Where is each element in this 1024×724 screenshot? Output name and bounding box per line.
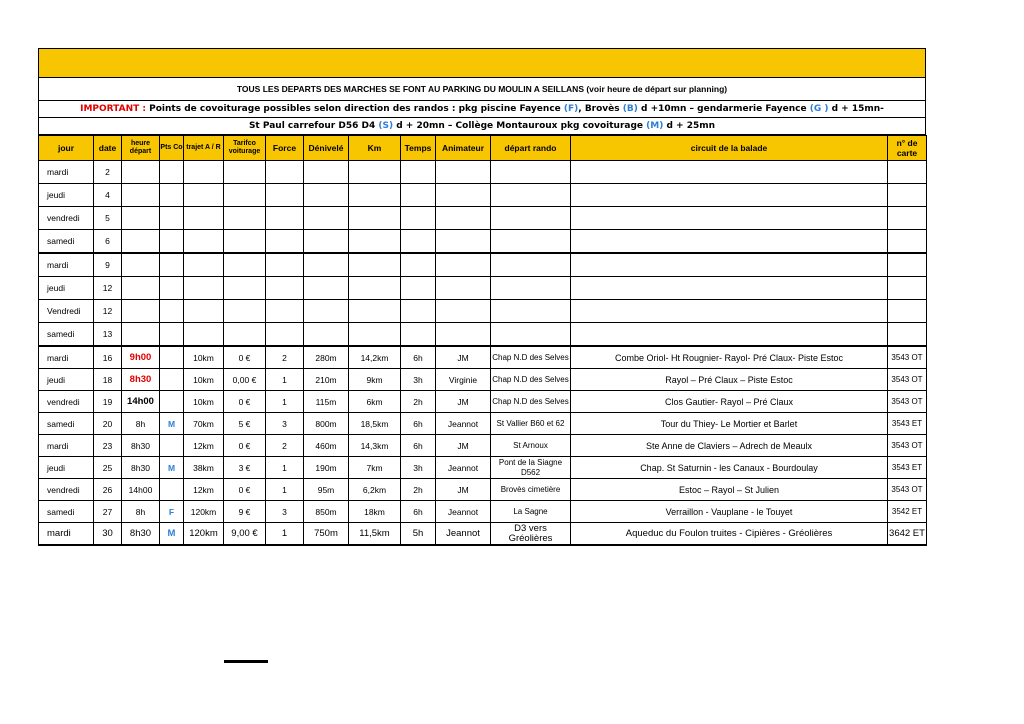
col-trajet: trajet A / R — [184, 136, 224, 161]
cell-deniv: 190m — [304, 457, 349, 479]
cell-tarif — [224, 207, 266, 230]
cell-depart — [491, 230, 571, 254]
cell-carte: 3543 OT — [888, 479, 927, 501]
cell-date: 12 — [94, 300, 122, 323]
cell-carte — [888, 277, 927, 300]
cell-depart: St Vallier B60 et 62 — [491, 413, 571, 435]
col-circuit: circuit de la balade — [571, 136, 888, 161]
cell-deniv — [304, 184, 349, 207]
cell-circuit: Verraillon - Vauplane - le Touyet — [571, 501, 888, 523]
cell-depart: La Sagne — [491, 501, 571, 523]
col-heure: heure départ — [122, 136, 160, 161]
cell-depart: D3 vers Gréolières — [491, 523, 571, 546]
table-body — [39, 161, 927, 546]
cell-date: 27 — [94, 501, 122, 523]
col-carte: n° de carte — [888, 136, 927, 161]
cell-trajet — [184, 300, 224, 323]
important-label: IMPORTANT : — [80, 104, 146, 114]
cell-deniv: 850m — [304, 501, 349, 523]
cell-km: 18,5km — [349, 413, 401, 435]
cell-date: 20 — [94, 413, 122, 435]
cell-jour: jeudi — [39, 184, 94, 207]
cell-anim: Virginie — [436, 369, 491, 391]
cell-heure: 8h30 — [122, 435, 160, 457]
cell-tarif: 0 € — [224, 391, 266, 413]
cell-trajet: 120km — [184, 523, 224, 546]
cell-date: 16 — [94, 346, 122, 369]
cell-deniv: 750m — [304, 523, 349, 546]
cell-tarif: 9 € — [224, 501, 266, 523]
cell-depart — [491, 207, 571, 230]
cell-carte: 3543 ET — [888, 457, 927, 479]
cell-trajet — [184, 207, 224, 230]
cell-temps: 5h — [401, 523, 436, 546]
cell-temps: 6h — [401, 435, 436, 457]
cell-tarif: 9,00 € — [224, 523, 266, 546]
col-km: Km — [349, 136, 401, 161]
cell-circuit: Tour du Thiey- Le Mortier et Barlet — [571, 413, 888, 435]
cell-circuit — [571, 184, 888, 207]
cell-jour: jeudi — [39, 277, 94, 300]
cell-depart — [491, 300, 571, 323]
table-row — [39, 413, 927, 435]
cell-km: 18km — [349, 501, 401, 523]
col-date: date — [94, 136, 122, 161]
cell-temps: 2h — [401, 391, 436, 413]
cell-pts — [160, 369, 184, 391]
cell-tarif — [224, 230, 266, 254]
cell-carte: 3543 OT — [888, 369, 927, 391]
cell-date: 5 — [94, 207, 122, 230]
cell-anim: Jeannot — [436, 457, 491, 479]
cell-circuit: Clos Gautier- Rayol – Pré Claux — [571, 391, 888, 413]
cell-carte — [888, 161, 927, 184]
cell-km — [349, 161, 401, 184]
cell-depart: Chap N.D des Selves — [491, 391, 571, 413]
cell-heure: 8h — [122, 413, 160, 435]
table-row — [39, 457, 927, 479]
cell-pts — [160, 277, 184, 300]
cell-date: 26 — [94, 479, 122, 501]
planning-sheet — [38, 48, 926, 546]
cell-temps: 6h — [401, 413, 436, 435]
cell-deniv — [304, 277, 349, 300]
cell-deniv: 95m — [304, 479, 349, 501]
cell-tarif — [224, 300, 266, 323]
cell-km: 14,3km — [349, 435, 401, 457]
cell-circuit: Rayol – Pré Claux – Piste Estoc — [571, 369, 888, 391]
table-row — [39, 184, 927, 207]
code-b: (B) — [622, 104, 638, 114]
cell-anim: JM — [436, 391, 491, 413]
cell-circuit: Aqueduc du Foulon truites - Cipières - Gréolières — [571, 523, 888, 546]
cell-anim — [436, 253, 491, 277]
cell-anim: JM — [436, 435, 491, 457]
cell-jour: samedi — [39, 501, 94, 523]
cell-km: 14,2km — [349, 346, 401, 369]
cell-deniv — [304, 323, 349, 347]
cell-heure — [122, 277, 160, 300]
cell-jour: jeudi — [39, 369, 94, 391]
table-row — [39, 323, 927, 347]
table-row — [39, 253, 927, 277]
cell-temps: 6h — [401, 501, 436, 523]
table-row — [39, 479, 927, 501]
cell-temps — [401, 253, 436, 277]
cell-trajet: 12km — [184, 479, 224, 501]
cell-pts — [160, 323, 184, 347]
cell-force — [266, 207, 304, 230]
cell-anim — [436, 161, 491, 184]
cell-date: 25 — [94, 457, 122, 479]
cell-circuit: Estoc – Rayol – St Julien — [571, 479, 888, 501]
cell-temps: 3h — [401, 457, 436, 479]
cell-circuit: Ste Anne de Claviers – Adrech de Meaulx — [571, 435, 888, 457]
cell-circuit — [571, 161, 888, 184]
cell-anim: Jeannot — [436, 413, 491, 435]
cell-trajet: 10km — [184, 369, 224, 391]
cell-force: 1 — [266, 523, 304, 546]
cell-date: 2 — [94, 161, 122, 184]
cell-anim — [436, 207, 491, 230]
cell-tarif: 3 € — [224, 457, 266, 479]
cell-jour: Vendredi — [39, 300, 94, 323]
cell-circuit: Chap. St Saturnin - les Canaux - Bourdoulay — [571, 457, 888, 479]
cell-force — [266, 277, 304, 300]
cell-pts: M — [160, 457, 184, 479]
cell-depart — [491, 161, 571, 184]
cell-km: 11,5km — [349, 523, 401, 546]
cell-depart — [491, 184, 571, 207]
cell-temps — [401, 323, 436, 347]
cell-pts — [160, 161, 184, 184]
table-row — [39, 523, 927, 546]
cell-trajet: 12km — [184, 435, 224, 457]
cell-km — [349, 207, 401, 230]
cell-tarif — [224, 323, 266, 347]
cell-depart: Pont de la Siagne D562 — [491, 457, 571, 479]
code-s: (S) — [378, 121, 394, 131]
cell-force: 1 — [266, 369, 304, 391]
col-tarif: Tarifco voiturage — [224, 136, 266, 161]
cell-force: 2 — [266, 435, 304, 457]
cell-heure: 8h30 — [122, 523, 160, 546]
cell-carte: 3543 ET — [888, 413, 927, 435]
cell-anim: Jeannot — [436, 523, 491, 546]
cell-force: 1 — [266, 479, 304, 501]
cell-anim — [436, 277, 491, 300]
col-depart: départ rando — [491, 136, 571, 161]
cell-circuit — [571, 230, 888, 254]
cell-tarif — [224, 161, 266, 184]
cell-jour: vendredi — [39, 479, 94, 501]
cell-trajet — [184, 184, 224, 207]
cell-km: 9km — [349, 369, 401, 391]
cell-depart — [491, 277, 571, 300]
cell-tarif — [224, 184, 266, 207]
cell-pts: F — [160, 501, 184, 523]
cell-heure: 8h30 — [122, 369, 160, 391]
cell-carte: 3543 OT — [888, 391, 927, 413]
cell-jour: mardi — [39, 435, 94, 457]
cell-force: 2 — [266, 346, 304, 369]
cell-carte — [888, 207, 927, 230]
col-force: Force — [266, 136, 304, 161]
code-g: (G ) — [809, 104, 829, 114]
cell-pts — [160, 253, 184, 277]
cell-deniv: 280m — [304, 346, 349, 369]
table-row — [39, 300, 927, 323]
cell-tarif: 5 € — [224, 413, 266, 435]
cell-km — [349, 184, 401, 207]
cell-circuit: Combe Oriol- Ht Rougnier- Rayol- Pré Claux- Piste Estoc — [571, 346, 888, 369]
cell-depart: Chap N.D des Selves — [491, 346, 571, 369]
cell-trajet — [184, 323, 224, 347]
cell-circuit — [571, 277, 888, 300]
cell-pts — [160, 300, 184, 323]
cell-tarif: 0 € — [224, 346, 266, 369]
cell-carte — [888, 300, 927, 323]
cell-jour: jeudi — [39, 457, 94, 479]
cell-trajet — [184, 253, 224, 277]
cell-temps — [401, 161, 436, 184]
cell-trajet: 10km — [184, 391, 224, 413]
cell-force — [266, 253, 304, 277]
cell-date: 6 — [94, 230, 122, 254]
cell-depart — [491, 323, 571, 347]
cell-temps — [401, 277, 436, 300]
cell-heure — [122, 230, 160, 254]
cell-tarif: 0 € — [224, 435, 266, 457]
cell-carte: 3543 OT — [888, 435, 927, 457]
cell-deniv — [304, 161, 349, 184]
cell-force — [266, 230, 304, 254]
col-animateur: Animateur — [436, 136, 491, 161]
cell-temps — [401, 230, 436, 254]
cell-date: 13 — [94, 323, 122, 347]
cell-heure — [122, 207, 160, 230]
table-row — [39, 277, 927, 300]
cell-heure: 8h30 — [122, 457, 160, 479]
cell-heure — [122, 184, 160, 207]
cell-date: 4 — [94, 184, 122, 207]
cell-force: 3 — [266, 413, 304, 435]
carpool-points-line: IMPORTANT : Points de covoiturage possibles selon direction des randos : pkg piscine Fayence (F), Brovès (B) d +10mn – gendarmerie Fayence (G ) d + 15mn- — [38, 101, 926, 118]
cell-pts — [160, 391, 184, 413]
cell-temps: 3h — [401, 369, 436, 391]
cell-trajet: 120km — [184, 501, 224, 523]
cell-pts — [160, 184, 184, 207]
cell-anim — [436, 300, 491, 323]
col-denivele: Dénivelé — [304, 136, 349, 161]
cell-deniv: 460m — [304, 435, 349, 457]
cell-heure — [122, 253, 160, 277]
cell-anim: JM — [436, 479, 491, 501]
cell-depart — [491, 253, 571, 277]
cell-pts — [160, 207, 184, 230]
cell-pts — [160, 346, 184, 369]
cell-trajet — [184, 230, 224, 254]
cell-anim: Jeannot — [436, 501, 491, 523]
col-temps: Temps — [401, 136, 436, 161]
cell-heure — [122, 161, 160, 184]
table-row — [39, 391, 927, 413]
cell-date: 30 — [94, 523, 122, 546]
table-row — [39, 230, 927, 254]
cell-heure: 9h00 — [122, 346, 160, 369]
cell-depart: St Arnoux — [491, 435, 571, 457]
cell-heure — [122, 300, 160, 323]
cell-date: 12 — [94, 277, 122, 300]
cell-circuit — [571, 207, 888, 230]
cell-anim — [436, 230, 491, 254]
cell-anim — [436, 323, 491, 347]
cell-date: 19 — [94, 391, 122, 413]
cell-jour: mardi — [39, 523, 94, 546]
cell-heure: 14h00 — [122, 391, 160, 413]
col-pts: Pts Co — [160, 136, 184, 161]
cell-jour: mardi — [39, 253, 94, 277]
cell-tarif — [224, 277, 266, 300]
cell-deniv — [304, 230, 349, 254]
cell-jour: mardi — [39, 346, 94, 369]
cell-force — [266, 300, 304, 323]
cell-deniv — [304, 300, 349, 323]
cell-pts: M — [160, 413, 184, 435]
cell-jour: samedi — [39, 230, 94, 254]
cell-trajet — [184, 277, 224, 300]
table-row — [39, 207, 927, 230]
cell-carte: 3543 OT — [888, 346, 927, 369]
cell-km — [349, 323, 401, 347]
cell-force — [266, 161, 304, 184]
cell-circuit — [571, 300, 888, 323]
cell-heure: 14h00 — [122, 479, 160, 501]
col-jour: jour — [39, 136, 94, 161]
cell-force — [266, 184, 304, 207]
cell-deniv: 210m — [304, 369, 349, 391]
cell-trajet: 70km — [184, 413, 224, 435]
cell-trajet: 10km — [184, 346, 224, 369]
carpool-points-line-2: St Paul carrefour D56 D4 (S) d + 20mn – Collège Montauroux pkg covoiturage (M) d + 25mn — [38, 118, 926, 135]
cell-deniv — [304, 207, 349, 230]
cell-deniv: 115m — [304, 391, 349, 413]
cell-anim: JM — [436, 346, 491, 369]
cell-temps: 6h — [401, 346, 436, 369]
table-row — [39, 435, 927, 457]
cell-temps: 2h — [401, 479, 436, 501]
cell-jour: mardi — [39, 161, 94, 184]
table-header — [39, 136, 927, 161]
cell-pts: M — [160, 523, 184, 546]
cell-trajet: 38km — [184, 457, 224, 479]
cell-pts — [160, 230, 184, 254]
cell-tarif: 0,00 € — [224, 369, 266, 391]
cell-jour: samedi — [39, 323, 94, 347]
cell-km: 7km — [349, 457, 401, 479]
cell-temps — [401, 207, 436, 230]
code-m: (M) — [646, 121, 664, 131]
cell-tarif — [224, 253, 266, 277]
cell-km: 6,2km — [349, 479, 401, 501]
table-row — [39, 369, 927, 391]
cell-deniv: 800m — [304, 413, 349, 435]
cell-pts — [160, 435, 184, 457]
cell-carte — [888, 323, 927, 347]
table-row — [39, 501, 927, 523]
cell-date: 9 — [94, 253, 122, 277]
cell-carte — [888, 253, 927, 277]
cell-jour: vendredi — [39, 391, 94, 413]
cell-date: 18 — [94, 369, 122, 391]
table-row — [39, 161, 927, 184]
cell-tarif: 0 € — [224, 479, 266, 501]
cell-carte: 3542 ET — [888, 501, 927, 523]
cell-date: 23 — [94, 435, 122, 457]
table-row — [39, 346, 927, 369]
cell-km — [349, 253, 401, 277]
cell-carte — [888, 230, 927, 254]
cell-depart: Chap N.D des Selves — [491, 369, 571, 391]
cell-circuit — [571, 253, 888, 277]
cell-force: 1 — [266, 457, 304, 479]
title-band — [38, 48, 926, 78]
cell-trajet — [184, 161, 224, 184]
cell-deniv — [304, 253, 349, 277]
cell-circuit — [571, 323, 888, 347]
cell-pts — [160, 479, 184, 501]
cell-jour: vendredi — [39, 207, 94, 230]
cell-km — [349, 277, 401, 300]
hikes-table — [38, 135, 927, 546]
cell-force: 1 — [266, 391, 304, 413]
cell-km — [349, 300, 401, 323]
cell-heure: 8h — [122, 501, 160, 523]
cell-jour: samedi — [39, 413, 94, 435]
cell-temps — [401, 300, 436, 323]
cell-anim — [436, 184, 491, 207]
cell-depart: Brovès cimetière — [491, 479, 571, 501]
departure-notice: TOUS LES DEPARTS DES MARCHES SE FONT AU PARKING DU MOULIN A SEILLANS (voir heure de départ sur planning) — [38, 78, 926, 101]
cell-temps — [401, 184, 436, 207]
cell-carte — [888, 184, 927, 207]
code-f: (F) — [563, 104, 579, 114]
cell-carte: 3642 ET — [888, 523, 927, 546]
footer-line — [224, 660, 268, 663]
cell-km — [349, 230, 401, 254]
cell-heure — [122, 323, 160, 347]
cell-km: 6km — [349, 391, 401, 413]
cell-force: 3 — [266, 501, 304, 523]
cell-force — [266, 323, 304, 347]
